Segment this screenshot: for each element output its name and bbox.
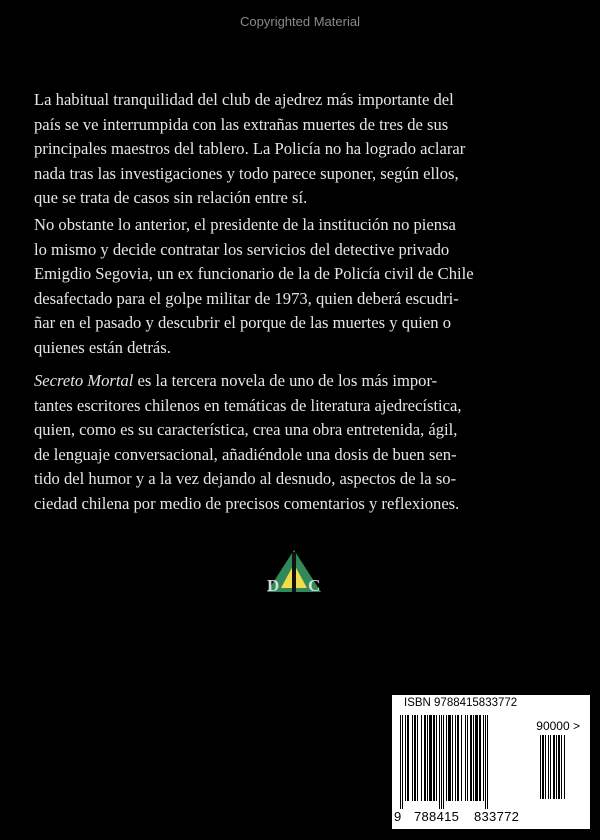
paragraph-1-line: nada tras las investigaciones y todo parece suponer, según ellos,: [34, 163, 459, 183]
barcode-bar: [436, 715, 437, 801]
paragraph-2-line: lo mismo y decide contratar los servicios del detective privado: [34, 239, 450, 259]
paragraph-3-line: de lenguaje conversacional, añadiéndole una dosis de buen sen-: [34, 444, 457, 464]
barcode-bar: [441, 715, 442, 809]
paragraph-3-line: ciedad chilena por medio de precisos comentarios y reflexiones.: [34, 493, 460, 513]
logo-letter-c: C: [308, 576, 321, 594]
digits-group-2: 833772: [474, 809, 520, 824]
barcode-bar: [400, 715, 401, 809]
barcode-bar: [479, 715, 481, 801]
barcode-bar: [455, 715, 456, 801]
price-code: 90000 >: [536, 719, 580, 733]
barcode-bar: [473, 715, 474, 801]
barcode-bar: [540, 735, 541, 799]
barcode-bar: [553, 735, 555, 799]
barcode-bar: [556, 735, 557, 799]
barcode-bar: [483, 715, 484, 801]
barcode-bar: [414, 715, 416, 801]
paragraph-3-line: quien, como es su característica, crea una obra entretenida, ágil,: [34, 420, 458, 439]
paragraph-3-line: tido del humor y a la vez dejando al desnudo, aspectos de la so-: [34, 469, 457, 488]
paragraph-3-first-line-rest: es la tercera novela de uno de los más impor-: [133, 371, 438, 390]
barcode-bar: [545, 735, 546, 799]
barcode-bar: [558, 735, 560, 799]
barcode-bar: [548, 735, 549, 799]
barcode-bar: [475, 715, 478, 801]
paragraph-2-line: quienes están detrás.: [34, 337, 171, 357]
synopsis-paragraph-3: [34, 369, 572, 516]
barcode-bar: [461, 715, 462, 801]
barcode-bar: [402, 715, 403, 809]
barcode-bar: [470, 715, 472, 801]
barcode-bar: [452, 715, 453, 801]
barcode-bar: [427, 715, 428, 801]
barcode-bar: [561, 735, 562, 799]
paragraph-1-line: que se trata de casos sin relación entre sí.: [34, 188, 308, 207]
isbn-barcode: [392, 695, 590, 829]
barcode-bar: [485, 715, 486, 809]
barcode-bar: [446, 715, 447, 801]
synopsis-paragraph-2: [34, 213, 572, 360]
barcode-bar: [412, 715, 413, 801]
barcode-bar: [487, 715, 488, 809]
logo-black-stem: [292, 552, 296, 592]
synopsis-paragraph-1: [34, 88, 572, 211]
book-title-italic: Secreto Mortal: [34, 371, 134, 390]
barcode-bar: [467, 715, 468, 801]
barcode-bar: [457, 715, 459, 801]
barcode-bar: [421, 715, 422, 801]
paragraph-2-line: ñar en el pasado y descubrir el porque de las muertes y quien o: [34, 313, 452, 332]
paragraph-2-line: No obstante lo anterior, el presidente de la institución no piensa: [34, 215, 456, 234]
price-addon-bars: [540, 735, 568, 807]
isbn-label: ISBN 9788415833772: [404, 697, 518, 709]
copyright-watermark: Copyrighted Material: [240, 14, 360, 29]
ean13-bars: [400, 715, 534, 809]
barcode-bar: [439, 715, 440, 809]
paragraph-3-first-line: [34, 369, 572, 394]
publisher-logo: [263, 548, 325, 594]
barcode-bar: [448, 715, 451, 801]
logo-letter-d: D: [267, 576, 280, 594]
digits-group-1: 788415: [414, 809, 460, 824]
barcode-bar: [417, 715, 418, 801]
barcode-bar: [550, 735, 551, 799]
barcode-bar: [564, 735, 565, 799]
paragraph-2-line: desafectado para el golpe militar de 1973, quien deberá escudri-: [34, 288, 459, 308]
paragraph-3-line: tantes escritores chilenos en temáticas de literatura ajedrecística,: [34, 395, 462, 415]
barcode-bar: [407, 715, 409, 801]
paragraph-2-line: Emigdio Segovia, un ex funcionario de la de Policía civil de Chile: [34, 264, 474, 283]
barcode-bar: [433, 715, 435, 801]
paragraph-1-line: país se ve interrumpida con las extrañas muertes de tres de sus: [34, 114, 449, 134]
barcode-bar: [405, 715, 406, 801]
paragraph-1-line: principales maestros del tablero. La Policía no ha logrado aclarar: [34, 139, 466, 158]
paragraph-1-line: La habitual tranquilidad del club de ajedrez más importante del: [34, 90, 454, 109]
barcode-bar: [542, 735, 544, 799]
barcode-bar: [424, 715, 426, 801]
barcode-bar: [465, 715, 466, 801]
digits-prefix: 9: [394, 809, 402, 824]
barcode-bar: [443, 715, 444, 809]
barcode-bar: [429, 715, 432, 801]
